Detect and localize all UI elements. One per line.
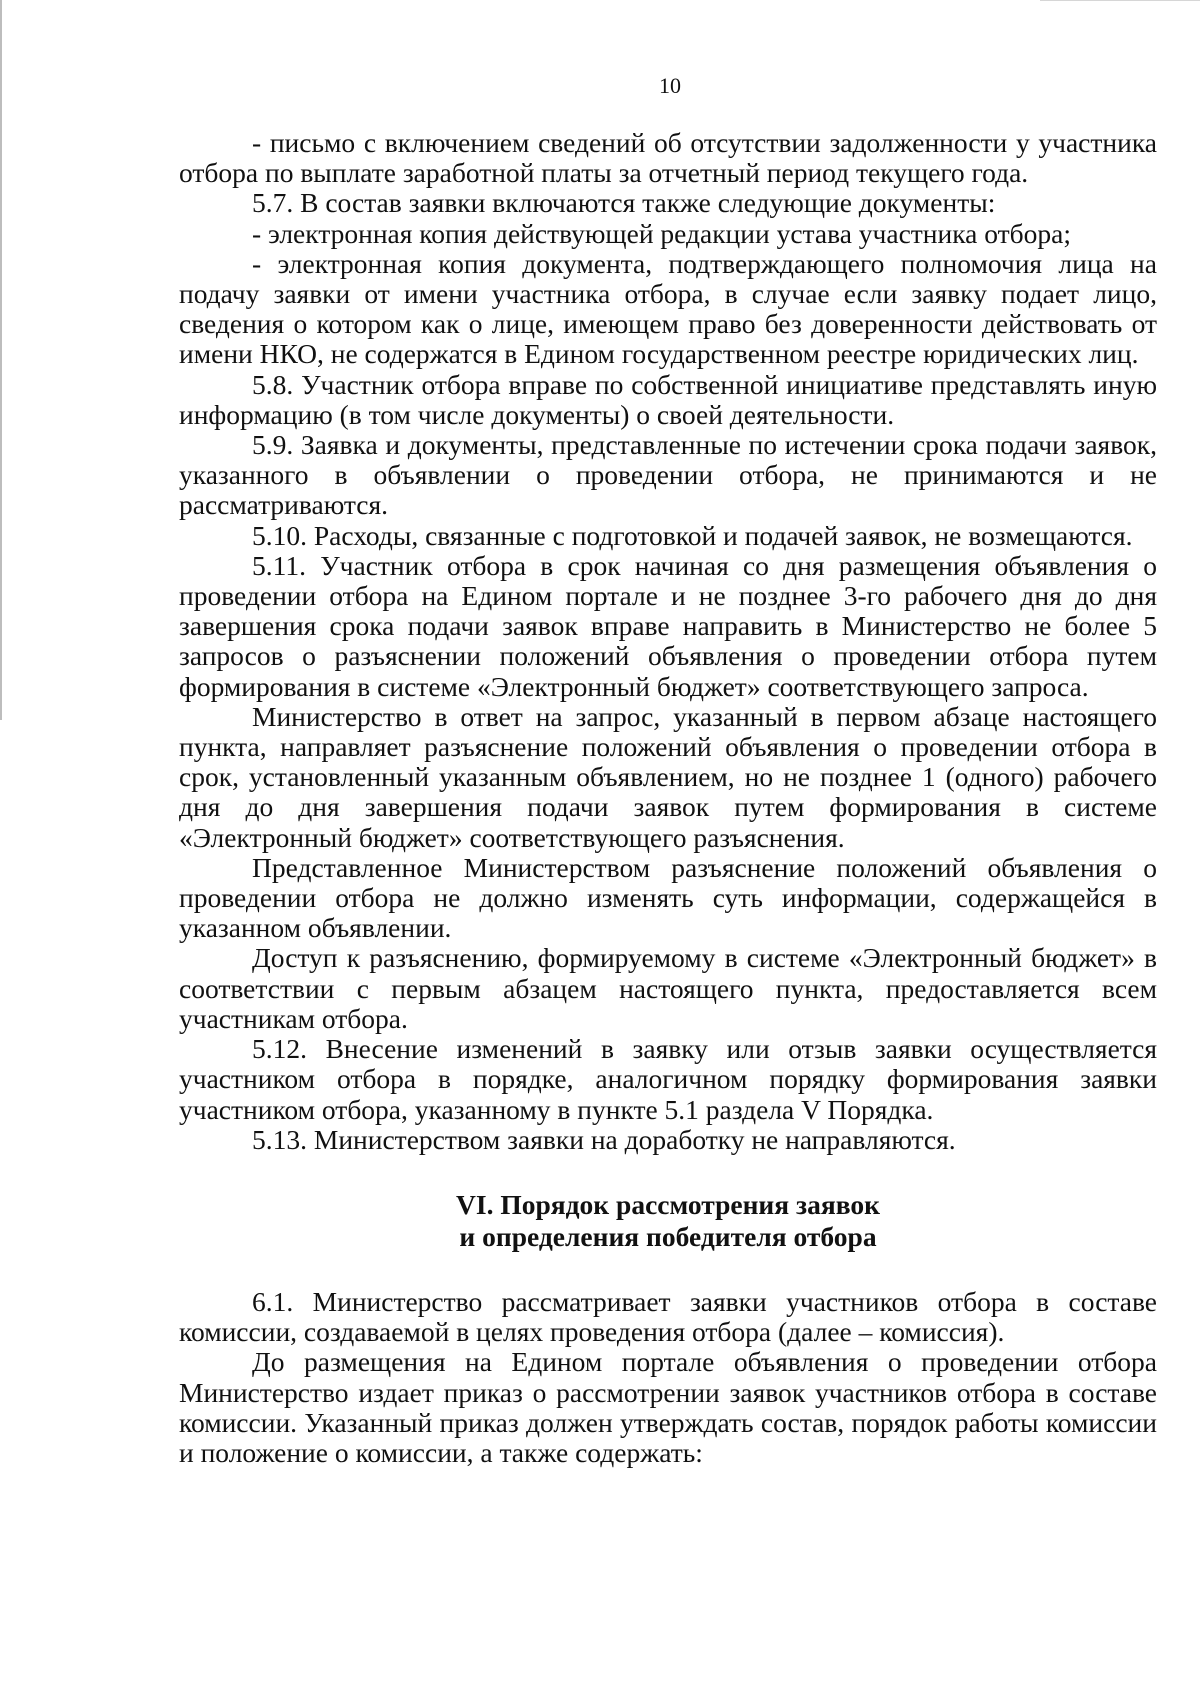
page-number: 10 — [659, 73, 681, 98]
document-body — [179, 128, 1157, 1468]
paragraph-5-11: 5.11. Участник отбора в срок начиная со дня размещения объявления о проведении отбора на Едином портале и не позднее 3-го рабочего дня до дня завершения срока подачи заявок вправе направить в Министерство не более 5 запросов о разъяснении положений объявления о проведении отбора путем формирования в системе «Электронный бюджет» соответствующего запроса. — [179, 549, 1157, 702]
paragraph-5-10: 5.10. Расходы, связанные с подготовкой и подачей заявок, не возмещаются. — [252, 519, 1133, 551]
paragraph-charter-copy: - электронная копия действующей редакции устава участника отбора; — [252, 217, 1072, 249]
section-heading-line-2: и определения победителя отбора — [459, 1220, 877, 1252]
paragraph-5-8: 5.8. Участник отбора вправе по собственной инициативе представлять иную информацию (в том числе документы) о своей деятельности. — [179, 368, 1157, 430]
paragraph-clarification-scope: Представленное Министерством разъяснение положений объявления о проведении отбора не должно изменять суть информации, содержащейся в указанном объявлении. — [179, 851, 1157, 944]
paragraph-letter-no-debt: - письмо с включением сведений об отсутствии задолженности у участника отбора по выплате заработной платы за отчетный период текущего года. — [179, 127, 1157, 189]
scan-edge-left — [0, 0, 2, 720]
paragraph-6-1: 6.1. Министерство рассматривает заявки участников отбора в составе комиссии, создаваемой в целях проведения отбора (далее – комиссия). — [179, 1285, 1157, 1348]
paragraph-5-9: 5.9. Заявка и документы, представленные по истечении срока подачи заявок, указанного в объявлении о проведении отбора, не принимаются и не рассматриваются. — [179, 429, 1157, 521]
paragraph-commission-order: До размещения на Едином портале объявления о проведении отбора Министерство издает приказ о рассмотрении заявок участников отбора в составе комиссии. Указанный приказ должен утверждать состав, порядок работы комиссии и положение о комиссии, а также содержать: — [179, 1346, 1157, 1468]
scan-edge-top — [1040, 0, 1200, 1]
paragraph-clarification-access: Доступ к разъяснению, формируемому в системе «Электронный бюджет» в соответствии с первым абзацем настоящего пункта, предоставляется всем участникам отбора. — [179, 942, 1157, 1034]
paragraph-ministry-response: Министерство в ответ на запрос, указанный в первом абзаце настоящего пункта, направляет разъяснение положений объявления о проведении отбора в срок, установленный указанным объявлением, но не позднее 1 (одного) рабочего дня до дня завершения подачи заявок путем формирования в системе «Электронный бюджет» соответствующего разъяснения. — [179, 700, 1157, 853]
paragraph-5-7: 5.7. В состав заявки включаются также следующие документы: — [252, 187, 996, 219]
section-heading-line-1: VI. Порядок рассмотрения заявок — [456, 1188, 880, 1220]
paragraph-5-12: 5.12. Внесение изменений в заявку или отзыв заявки осуществляется участником отбора в порядке, аналогичном порядку формирования заявки участником отбора, указанному в пункте 5.1 раздела V Порядка. — [179, 1033, 1157, 1125]
paragraph-authority-copy: - электронная копия документа, подтверждающего полномочия лица на подачу заявки от имени участника отбора, в случае если заявку подает лицо, сведения о котором как о лице, имеющем право без доверенности действовать от имени НКО, не содержатся в Едином государственном реестре юридических лиц. — [179, 247, 1157, 370]
section-heading-vi — [179, 1189, 1157, 1253]
paragraph-5-13: 5.13. Министерством заявки на доработку не направляются. — [252, 1123, 956, 1155]
